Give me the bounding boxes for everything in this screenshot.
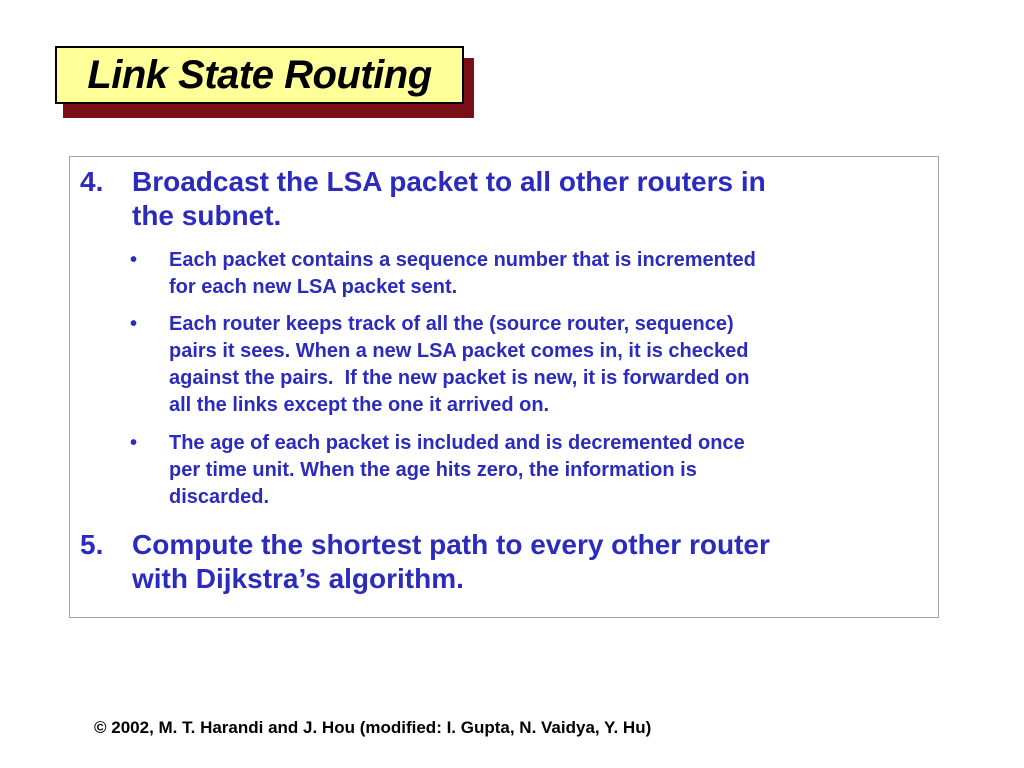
bullet-line: Each router keeps track of all the (source router, sequence) — [169, 313, 734, 335]
list-number: 4. — [80, 166, 104, 197]
sub-bullet — [130, 311, 930, 419]
bullet-marker: • — [130, 313, 138, 335]
bullet-line: The age of each packet is included and is decremented once — [169, 432, 745, 454]
bullet-line: per time unit. When the age hits zero, the information is — [169, 459, 697, 481]
slide-title: Link State Routing — [87, 52, 432, 97]
list-item-5 — [80, 528, 930, 598]
bullet-line: discarded. — [169, 486, 270, 508]
bullet-line: Each packet contains a sequence number that is incremented — [169, 249, 756, 271]
sub-bullet — [130, 247, 930, 301]
list-item-4 — [80, 165, 930, 235]
bullet-line: all the links except the one it arrived on. — [169, 394, 550, 416]
list-number: 5. — [80, 529, 104, 560]
bullet-marker: • — [130, 249, 138, 271]
list-item-line: Broadcast the LSA packet to all other routers in — [132, 166, 766, 197]
bullet-marker: • — [130, 432, 138, 454]
list-item-line: Compute the shortest path to every other router — [132, 529, 770, 560]
list-item-line: the subnet. — [132, 200, 282, 231]
copyright-footer: © 2002, M. T. Harandi and J. Hou (modified: I. Gupta, N. Vaidya, Y. Hu) — [94, 718, 652, 737]
bullet-line: pairs it sees. When a new LSA packet comes in, it is checked — [169, 340, 749, 362]
title-box — [55, 46, 464, 104]
bullet-line: against the pairs. If the new packet is new, it is forwarded on — [169, 367, 750, 389]
list-item-line: with Dijkstra’s algorithm. — [132, 563, 464, 594]
bullet-line: for each new LSA packet sent. — [169, 276, 458, 298]
sub-bullet — [130, 430, 930, 511]
